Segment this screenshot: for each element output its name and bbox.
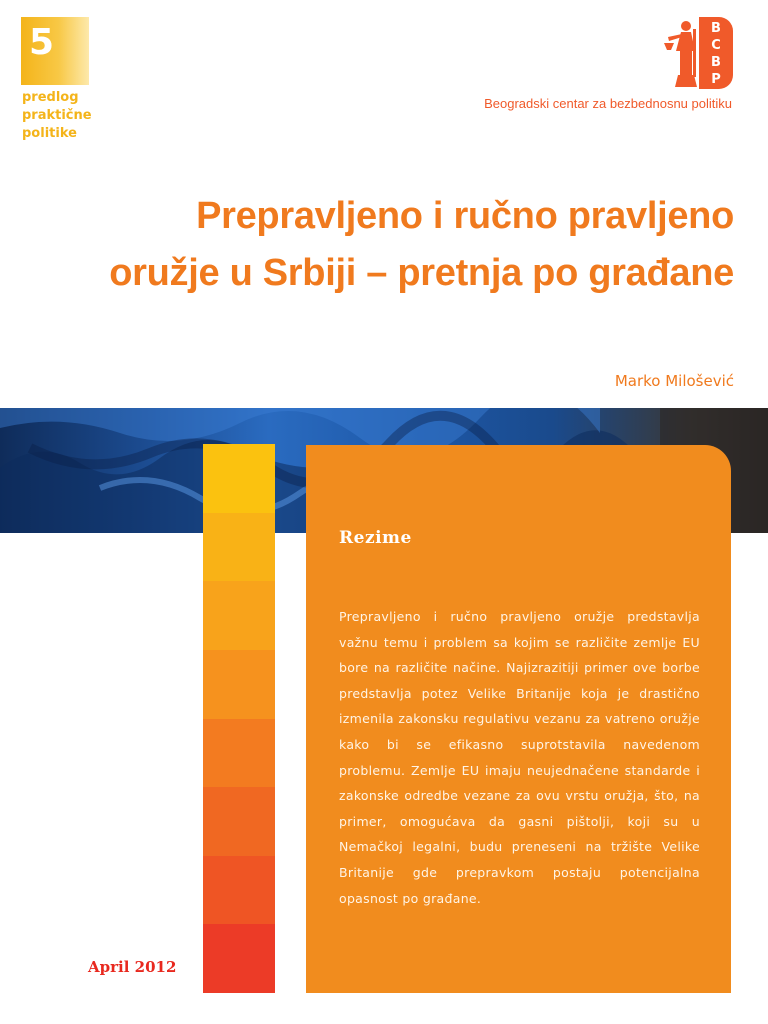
summary-panel <box>306 445 731 993</box>
summary-body: Prepravljeno i ručno pravljeno oružje predstavlja važnu temu i problem sa kojim se različite zemlje EU bore na različite načine. Najizrazitiji primer ove borbe predstavlja potez Velike Britanije koja je drastično izmenila zakonsku regulativu vezanu za vatreno oružje kako bi se efikasno suprotstavila navedenom problemu. Zemlje EU imaju neujednačene standarde i zakonske odredbe vezane za ovu vrstu oružja, što, na primer, omogućava da gasni pištolji, koji su u Nemačkoj legalni, budu preneseni na tržište Velike Britanije gde prepravkom postaju potencijalna opasnost po građane. <box>339 609 700 906</box>
color-strip <box>203 444 275 993</box>
strip-segment <box>203 787 275 856</box>
justice-figure-icon <box>662 17 702 89</box>
logo <box>699 17 733 89</box>
strip-segment <box>203 444 275 513</box>
title-line: oružje u Srbiji – pretnja po građane <box>109 252 734 294</box>
strip-segment <box>203 924 275 993</box>
strip-segment <box>203 856 275 925</box>
document-title <box>34 188 734 302</box>
title-line: Prepravljeno i ručno pravljeno <box>196 195 734 237</box>
series-label-line: politike <box>22 126 77 141</box>
series-label <box>22 89 112 143</box>
strip-segment <box>203 513 275 582</box>
strip-segment <box>203 650 275 719</box>
logo-letter: C <box>711 38 721 53</box>
series-badge <box>21 17 89 85</box>
strip-segment <box>203 581 275 650</box>
series-label-line: predlog <box>22 90 79 105</box>
logo-letter: P <box>711 72 721 87</box>
organization-name: Beogradski centar za bezbednosnu politiku <box>484 96 732 111</box>
series-number: 5 <box>29 22 55 63</box>
author: Marko Milošević <box>614 372 734 390</box>
logo-letter: B <box>711 55 721 70</box>
publication-date: April 2012 <box>88 958 177 976</box>
summary-heading: Rezime <box>339 528 412 548</box>
series-label-line: praktične <box>22 108 92 123</box>
logo-letter: B <box>711 21 721 36</box>
strip-segment <box>203 719 275 788</box>
